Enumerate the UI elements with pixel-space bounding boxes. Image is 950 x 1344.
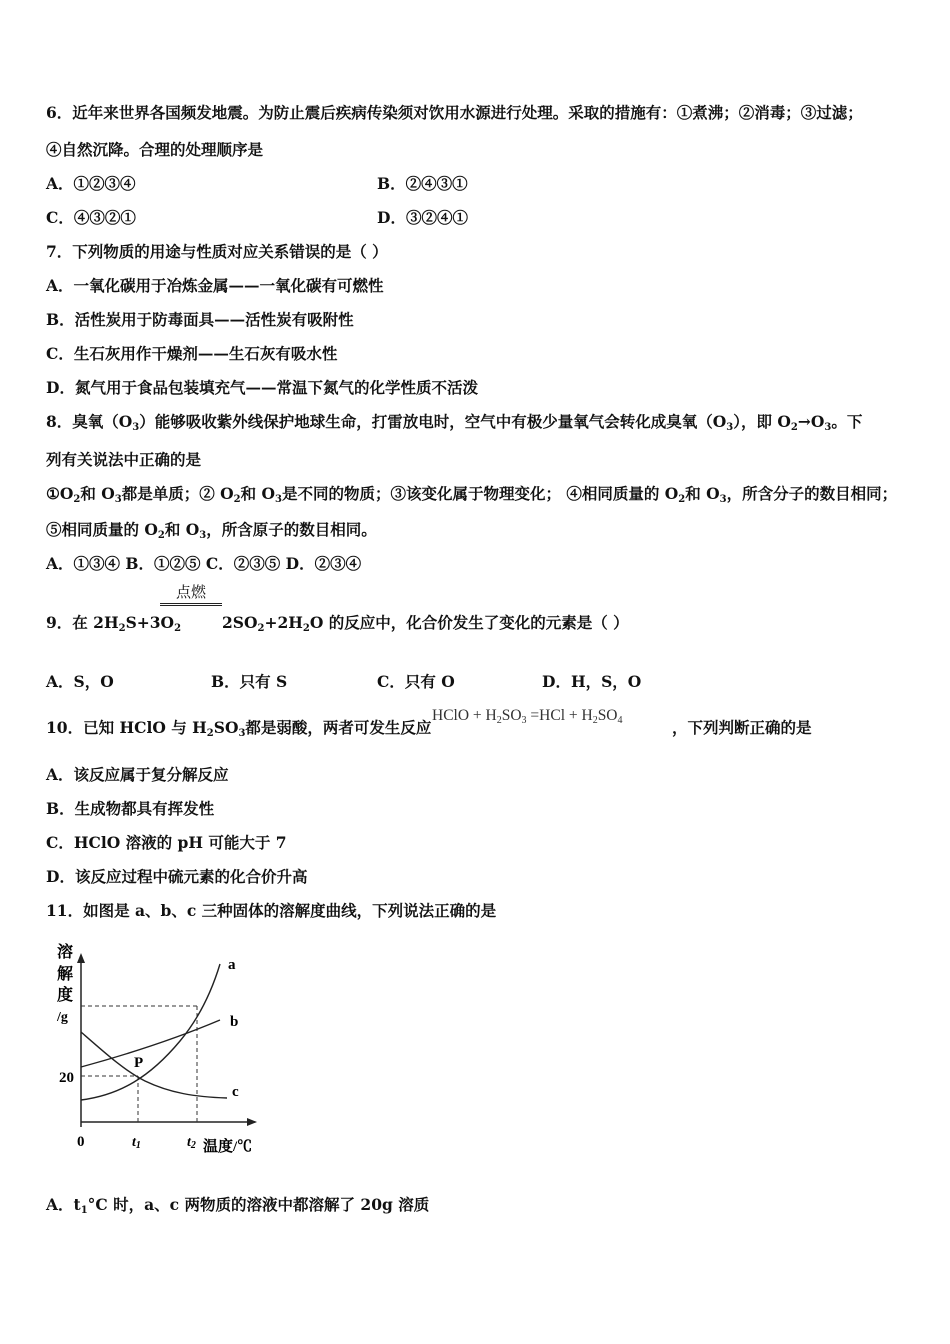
- x-axis-label: 温度/℃: [203, 1139, 253, 1155]
- q9-equals-bar: [160, 603, 222, 606]
- y-axis-label-char-4: /g: [57, 1010, 68, 1025]
- q6-stem-line1: 6．近年来世界各国频发地震。为防止震后疾病传染须对饮用水源进行处理。采取的措施有：①煮沸；②消毒；③过滤；: [46, 103, 863, 122]
- q7-stem: 7．下列物质的用途与性质对应关系错误的是（ ）: [46, 242, 388, 261]
- q10-option-a: A．该反应属于复分解反应: [46, 765, 229, 784]
- q10-option-c: C．HClO 溶液的 pH 可能大于 7: [46, 833, 287, 852]
- q9-option-b: B．只有 S: [211, 672, 288, 691]
- q7-option-d: D．氮气用于食品包装填充气——常温下氮气的化学性质不活泼: [46, 378, 478, 397]
- q9-condition-text: 点燃: [175, 583, 206, 601]
- q10-equation: HClO + $H_2SO_3 =HCl + H_2SO_4$: [432, 707, 623, 726]
- q9-stem-reactants: 9．在 $2H_2S+3O_2$: [46, 613, 182, 634]
- q8-statement-line3: $①O_2$和 $O_3$都是单质；② $O_2$和 $O_3$是不同的物质；③该变化属于物理变化； ④相同质量的 $O_2$和 $O_3$，所含分子的数目相同；: [46, 484, 898, 505]
- q8-options: A．①③④ B．①②⑤ C．②③⑤ D．②③④: [46, 554, 362, 573]
- q11-option-a: A．$t_1^\circ C$ 时，a、c 两物质的溶液中都溶解了 20g 溶质: [46, 1195, 430, 1216]
- x-tick-t2: t2: [187, 1135, 196, 1151]
- solubility-curve-chart: [45, 937, 275, 1162]
- q8-statement-line4: ⑤相同质量的 $O_2$和 $O_3$，所含原子的数目相同。: [46, 520, 377, 541]
- q9-reaction-condition: [160, 583, 222, 606]
- y-axis-label-char-3: 度: [57, 987, 74, 1004]
- origin-label: 0: [77, 1134, 85, 1150]
- curve-label-a: a: [228, 957, 236, 973]
- q9-option-c: C．只有 O: [377, 672, 455, 691]
- q6-option-a: A．①②③④: [46, 174, 136, 193]
- q10-stem-a: 10．已知 HClO 与 $H_2SO_3$都是弱酸，两者可发生反应: [46, 718, 432, 739]
- q9-stem-products: $2SO_2+2H_2O$ 的反应中，化合价发生了变化的元素是（ ）: [222, 613, 629, 634]
- curve-label-c: c: [232, 1084, 239, 1100]
- y-tick-20: 20: [59, 1070, 74, 1086]
- q6-stem-line2: ④自然沉降。合理的处理顺序是: [46, 140, 264, 159]
- curve-label-b: b: [230, 1014, 239, 1030]
- q6-option-b: B．②④③①: [377, 174, 468, 193]
- q11-stem: 11．如图是 a、b、c 三种固体的溶解度曲线，下列说法正确的是: [46, 901, 497, 920]
- q7-option-b: B．活性炭用于防毒面具——活性炭有吸附性: [46, 310, 354, 329]
- q10-stem-d: ，下列判断正确的是: [672, 718, 812, 737]
- point-label-p: P: [134, 1055, 144, 1071]
- q9-option-a: A．S，O: [46, 672, 114, 691]
- q8-stem-line2: 列有关说法中正确的是: [46, 450, 202, 469]
- q6-option-d: D．③②④①: [377, 208, 468, 227]
- x-tick-t1: t1: [132, 1135, 141, 1151]
- q6-option-c: C．④③②①: [46, 208, 136, 227]
- q8-stem-line1: 8．臭氧$(O_3)$能够吸收紫外线保护地球生命，打雷放电时，空气中有极少量氧气会转化成臭氧$(O_3)$，即 $O_2\to O_3$。下: [46, 412, 863, 433]
- y-axis-arrow: [77, 953, 85, 963]
- q10-option-b: B．生成物都具有挥发性: [46, 799, 215, 818]
- q7-option-c: C．生石灰用作干燥剂——生石灰有吸水性: [46, 344, 338, 363]
- y-axis-label-char-2: 解: [57, 966, 74, 983]
- q9-option-d: D．H，S，O: [542, 672, 642, 691]
- q7-option-a: A．一氧化碳用于冶炼金属——一氧化碳有可燃性: [46, 276, 384, 295]
- curve-b: [81, 1020, 220, 1067]
- y-axis-label-char-1: 溶: [57, 944, 74, 961]
- q10-option-d: D．该反应过程中硫元素的化合价升高: [46, 867, 308, 886]
- x-axis-arrow: [247, 1118, 257, 1126]
- curve-a: [81, 964, 220, 1100]
- curve-c: [81, 1032, 227, 1098]
